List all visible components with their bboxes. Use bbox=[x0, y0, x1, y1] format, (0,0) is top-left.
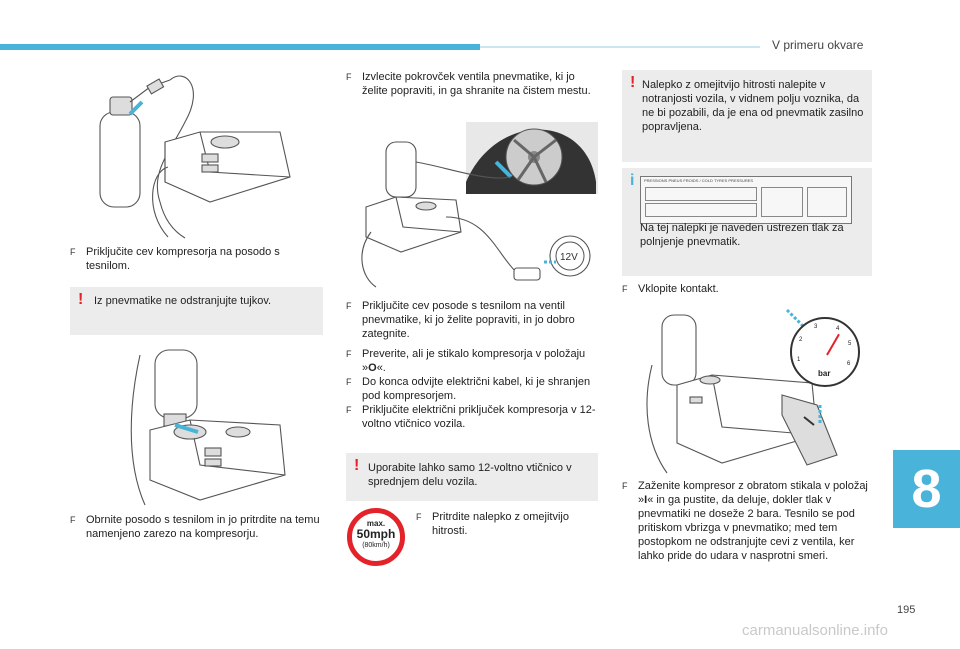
socket-label-12v: 12V bbox=[560, 252, 578, 263]
tyre-pressure-label: PRESSIONS PNEUS FROIDS / COLD TYRES PRESSURES bbox=[640, 176, 852, 224]
bullet-marker: F bbox=[622, 481, 628, 491]
warning-icon: ! bbox=[354, 457, 360, 474]
warning-box-sticker-placement: ! Nalepko z omejitvijo hitrosti nalepite v notranjosti vozila, v vidnem polju voznika, da ne bi pozabili, da je ena od pnevmatik zasilno popravljena. bbox=[622, 70, 872, 162]
step-ignition-on: F Vklopite kontakt. bbox=[622, 283, 719, 295]
bullet-marker: F bbox=[346, 377, 352, 387]
gauge-unit: bar bbox=[818, 369, 831, 378]
gauge-needle bbox=[826, 334, 840, 356]
compressor-bottle-illustration bbox=[90, 62, 310, 240]
step-plug-socket: F Priključite električni priključek kompresorja v 12-voltno vtičnico vozila. bbox=[346, 404, 596, 430]
step-start-compressor: F Zaženite kompresor z obratom stikala v položaj »I« in ga pustite, da deluje, dokler tlak v pnevmatiki ne doseže 2 bara. Tesnilo se pod pritiskom vbrizga v pnevmatiko; med tem postopkom ne odstranjujte cevi z ventila, ker lahko pride do udara v nasprotni smeri. bbox=[622, 480, 868, 562]
chapter-tab: 8 bbox=[893, 450, 960, 528]
section-title: V primeru okvare bbox=[772, 38, 864, 52]
bullet-marker: F bbox=[346, 405, 352, 415]
tyre-connection-illustration bbox=[346, 122, 598, 290]
gauge-tick-4: 4 bbox=[836, 326, 840, 332]
watermark: carmanualsonline.info bbox=[742, 622, 888, 639]
switch-position-o: O bbox=[368, 362, 377, 374]
bullet-marker: F bbox=[622, 284, 628, 294]
warning-icon: ! bbox=[78, 291, 84, 308]
switch-position-i: I bbox=[644, 494, 648, 506]
warning-icon: ! bbox=[630, 74, 636, 91]
warning-box-front-socket: ! Uporabite lahko samo 12-voltno vtičnico v sprednjem delu vozila. bbox=[346, 453, 598, 501]
gauge-tick-6: 6 bbox=[847, 361, 851, 367]
gauge-tick-5: 5 bbox=[848, 341, 852, 347]
bottle-mounted-illustration bbox=[120, 340, 300, 510]
step-unwind-cable: F Do konca odvijte električni kabel, ki je shranjen pod kompresorjem. bbox=[346, 376, 591, 402]
warning-box-foreign-objects: ! Iz pnevmatike ne odstranjujte tujkov. bbox=[70, 287, 323, 335]
gauge-tick-3: 3 bbox=[814, 324, 818, 330]
step-mount-bottle: F Obrnite posodo s tesnilom in jo pritrdite na temu namenjeno zarezo na kompresorju. bbox=[70, 514, 320, 540]
gauge-tick-2: 2 bbox=[799, 337, 803, 343]
bullet-marker: F bbox=[416, 512, 422, 522]
step-remove-valve-cap: F Izvlecite pokrovček ventila pnevmatike, ki jo želite popraviti, in ga shranite na čistem mestu. bbox=[346, 71, 591, 97]
step-connect-valve: F Priključite cev posode s tesnilom na ventil pnevmatike, ki jo želite popraviti, in jo dobro zategnite. bbox=[346, 300, 575, 340]
header-bar bbox=[0, 44, 480, 50]
step-check-switch: F Preverite, ali je stikalo kompresorja v položaju »O«. bbox=[346, 348, 586, 374]
speed-limit-sticker: max. 50mph (80km/h) bbox=[347, 508, 405, 566]
bullet-marker: F bbox=[70, 515, 76, 525]
page-number: 195 bbox=[897, 604, 916, 616]
bullet-marker: F bbox=[346, 349, 352, 359]
step-connect-hose: F Priključite cev kompresorja na posodo s tesnilom. bbox=[70, 246, 280, 272]
step-attach-sticker: F Pritrdite nalepko z omejitvijo hitrosti. bbox=[416, 511, 569, 537]
gauge-tick-1: 1 bbox=[797, 357, 801, 363]
header-bar-thin bbox=[480, 46, 760, 48]
bullet-marker: F bbox=[346, 301, 352, 311]
info-icon: i bbox=[630, 172, 635, 189]
pressure-gauge bbox=[790, 317, 860, 387]
bullet-marker: F bbox=[346, 72, 352, 82]
info-box-tyre-pressure-label: i PRESSIONS PNEUS FROIDS / COLD TYRES PRESSURES Na tej nalepki je naveden ustrezen tlak za polnjenje pnevmatik. bbox=[622, 168, 872, 276]
bullet-marker: F bbox=[70, 247, 76, 257]
